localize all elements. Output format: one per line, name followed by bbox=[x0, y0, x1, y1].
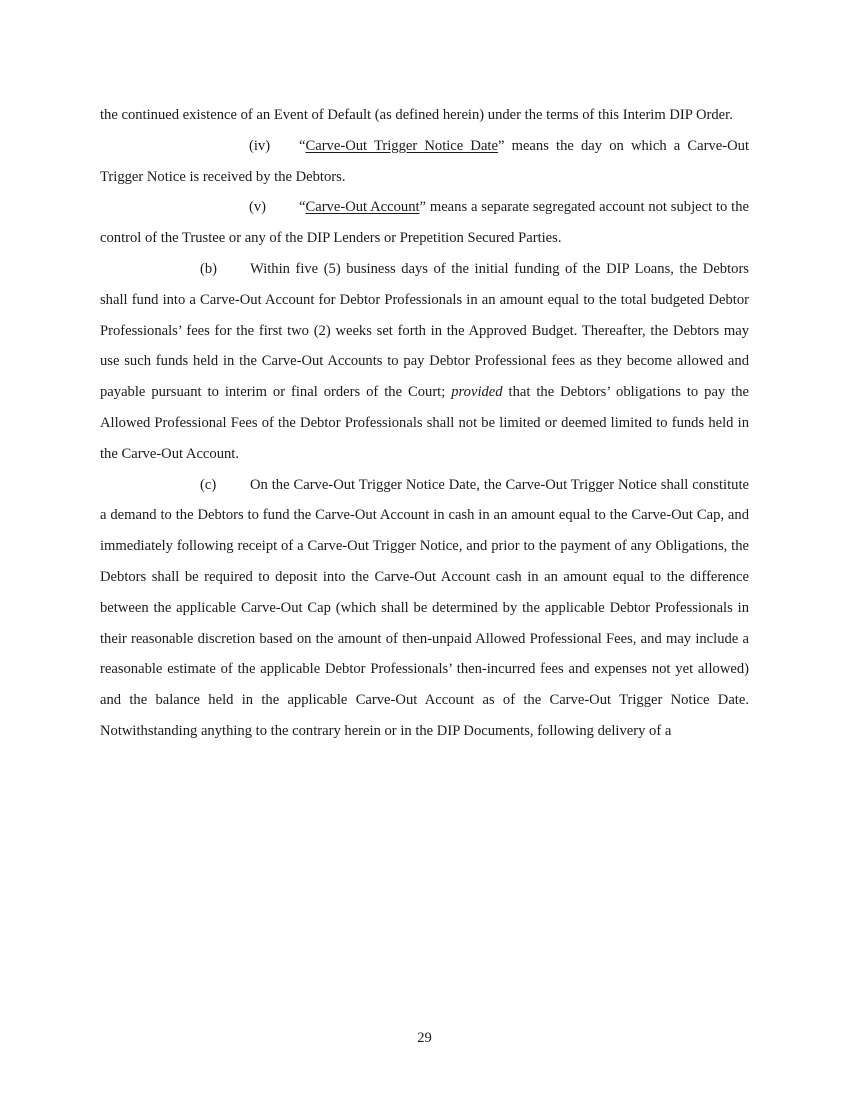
definition-carve-out-account bbox=[100, 192, 749, 254]
paragraph-text: Within five (5) business days of the initial funding of the DIP Loans, the Debtors shall fund into a Carve-Out Account for Debtor Professionals in an amount equal to the total budgeted Debtor Professionals’ fees for the first two (2) weeks set forth in the Approved Budget. Thereafter, the Debtors may use such funds held in the Carve-Out Accounts to pay Debtor Professional fees as they become allowed and payable pursuant to interim or final orders of the Court; bbox=[100, 260, 749, 401]
paragraph-text-continued: that the Debtors’ obligations to pay the Allowed Professional Fees of the Debtor Professionals shall not be limited or deemed limited to funds held in the Carve-Out Account. bbox=[100, 384, 749, 462]
italic-provided: provided bbox=[451, 384, 503, 401]
open-quote: “ bbox=[299, 199, 306, 216]
definition-carve-out-trigger-notice-date bbox=[100, 131, 749, 193]
page-number: 29 bbox=[417, 1030, 432, 1046]
paragraph-label: (c) bbox=[200, 476, 217, 493]
defined-term: Carve-Out Account bbox=[305, 199, 420, 216]
definition-label: (iv) bbox=[249, 137, 271, 154]
defined-term: Carve-Out Trigger Notice Date bbox=[305, 137, 498, 154]
definition-text: ” means a separate segregated account not subject to the control of the Trustee or any of the DIP Lenders or Prepetition Secured Parties. bbox=[100, 199, 749, 247]
paragraph-c bbox=[100, 470, 749, 747]
paragraph-continuation: the continued existence of an Event of Default (as defined herein) under the terms of this Interim DIP Order. bbox=[100, 107, 733, 123]
paragraph-text: On the Carve-Out Trigger Notice Date, the Carve-Out Trigger Notice shall constitute a demand to the Debtors to fund the Carve-Out Account in cash in an amount equal to the Carve-Out Cap, and immediately following receipt of a Carve-Out Trigger Notice, and prior to the payment of any Obligations, the Debtors shall be required to deposit into the Carve-Out Account cash in an amount equal to the difference between the applicable Carve-Out Cap (which shall be determined by the applicable Debtor Professionals in their reasonable discretion based on the amount of then-unpaid Allowed Professional Fees, and may include a reasonable estimate of the applicable Debtor Professionals’ then-incurred fees and expenses not yet allowed) and the balance held in the applicable Carve-Out Account as of the Carve-Out Trigger Notice Date. Notwithstanding anything to the contrary herein or in the DIP Documents, following delivery of a bbox=[100, 476, 749, 739]
paragraph-label: (b) bbox=[200, 260, 218, 277]
definition-label: (v) bbox=[249, 199, 267, 216]
document-body bbox=[100, 100, 749, 747]
paragraph-b bbox=[100, 254, 749, 470]
definition-text: ” means the day on which a Carve-Out Trigger Notice is received by the Debtors. bbox=[100, 137, 749, 185]
open-quote: “ bbox=[299, 137, 306, 154]
